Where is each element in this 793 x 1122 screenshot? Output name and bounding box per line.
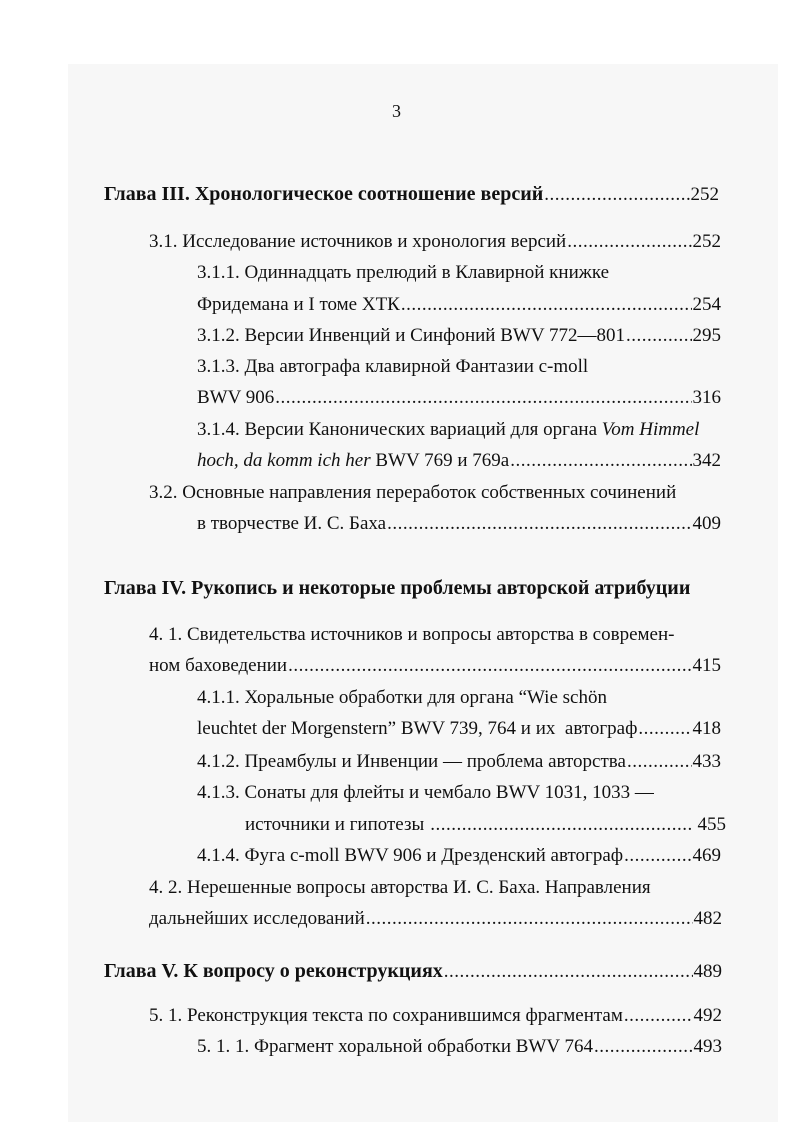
page-ref: 493 bbox=[693, 1036, 722, 1057]
toc-section-3-1-4-line1[interactable] bbox=[197, 418, 699, 442]
leader-dots bbox=[387, 512, 691, 536]
work-title-italic: hoch, da komm ich her bbox=[197, 450, 371, 471]
page-ref: 254 bbox=[692, 294, 721, 315]
toc-section-4-2-line1[interactable]: 4. 2. Нерешенные вопросы авторства И. С. Баха. Направления bbox=[149, 877, 651, 898]
page-ref: 455 bbox=[697, 814, 726, 835]
toc-section-3-2[interactable] bbox=[197, 512, 721, 536]
toc-section-5-1[interactable] bbox=[149, 1004, 722, 1028]
section-title: 4.1.2. Преамбулы и Инвенции — проблема авторства bbox=[197, 751, 626, 772]
section-title: 5. 1. Реконструкция текста по сохранившимся фрагментам bbox=[149, 1005, 623, 1026]
section-title: 3.1. Исследование источников и хронология версий bbox=[149, 231, 567, 252]
leader-dots bbox=[288, 654, 691, 678]
page-ref: 342 bbox=[692, 450, 721, 471]
section-title: 3.1.2. Версии Инвенций и Синфоний BWV 772—801 bbox=[197, 325, 625, 346]
section-title: в творчестве И. С. Баха bbox=[197, 513, 387, 534]
leader-dots bbox=[444, 960, 693, 984]
toc-section-4-1-1[interactable] bbox=[197, 717, 721, 741]
section-title: дальнейших исследований bbox=[149, 908, 365, 929]
toc-section-3-2-line1[interactable]: 3.2. Основные направления переработок собственных сочинений bbox=[149, 482, 677, 503]
page-ref: 252 bbox=[690, 184, 719, 205]
toc-section-4-1-4[interactable] bbox=[197, 844, 721, 868]
leader-dots bbox=[544, 183, 689, 207]
page-ref: 469 bbox=[692, 845, 721, 866]
toc-section-5-1-1[interactable] bbox=[197, 1035, 722, 1059]
toc-section-3-1-3-line1[interactable]: 3.1.3. Два автографа клавирной Фантазии c-moll bbox=[197, 356, 589, 377]
section-title-rest: BWV 769 и 769а bbox=[370, 450, 510, 471]
leader-dots bbox=[627, 750, 692, 774]
toc-section-3-1-3[interactable] bbox=[197, 386, 721, 410]
toc-section-4-2[interactable] bbox=[149, 907, 722, 931]
toc-section-3-1[interactable] bbox=[149, 230, 721, 254]
toc-section-4-1[interactable] bbox=[149, 654, 721, 678]
leader-dots bbox=[275, 386, 691, 410]
leader-dots bbox=[626, 324, 692, 348]
toc-section-3-1-4[interactable] bbox=[197, 449, 721, 473]
page-number: 3 bbox=[392, 101, 401, 121]
toc-section-4-1-line1[interactable]: 4. 1. Свидетельства источников и вопросы авторства в современ- bbox=[149, 624, 675, 645]
toc-section-3-1-1[interactable] bbox=[197, 293, 721, 317]
section-title bbox=[197, 449, 509, 473]
page-ref: 418 bbox=[692, 718, 721, 739]
leader-dots bbox=[594, 1035, 693, 1059]
toc-chapter-3[interactable] bbox=[104, 182, 719, 207]
leader-dots bbox=[430, 813, 691, 837]
toc-section-3-1-2[interactable] bbox=[197, 324, 721, 348]
leader-dots bbox=[366, 907, 693, 931]
section-title: 4.1.4. Фуга c-moll BWV 906 и Дрезденский автограф bbox=[197, 845, 624, 866]
chapter-title: Глава III. Хронологическое соотношение версий bbox=[104, 183, 544, 205]
toc-section-4-1-3[interactable] bbox=[245, 813, 726, 837]
page-ref: 316 bbox=[692, 387, 721, 408]
toc-chapter-5[interactable] bbox=[104, 959, 722, 984]
section-title: 3.1.4. Версии Канонических вариаций для органа bbox=[197, 419, 602, 440]
page-ref: 409 bbox=[692, 513, 721, 534]
section-title: Фридемана и I томе ХТК bbox=[197, 294, 400, 315]
toc-section-4-1-2[interactable] bbox=[197, 750, 721, 774]
page-ref: 492 bbox=[693, 1005, 722, 1026]
leader-dots bbox=[567, 230, 691, 254]
page-ref: 482 bbox=[693, 908, 722, 929]
work-title-italic: Vom Himmel bbox=[601, 419, 700, 440]
page-ref: 433 bbox=[692, 751, 721, 772]
section-title: leuchtet der Morgenstern” BWV 739, 764 и их автограф bbox=[197, 718, 638, 739]
leader-dots bbox=[510, 449, 691, 473]
leader-dots bbox=[624, 1004, 693, 1028]
section-title: 5. 1. 1. Фрагмент хоральной обработки BWV 764 bbox=[197, 1036, 593, 1057]
page-ref: 415 bbox=[692, 655, 721, 676]
section-title: BWV 906 bbox=[197, 387, 275, 408]
section-title: ном баховедении bbox=[149, 655, 288, 676]
section-title: источники и гипотезы bbox=[245, 814, 425, 835]
page-ref: 252 bbox=[692, 231, 721, 252]
leader-dots bbox=[638, 717, 691, 741]
toc-chapter-4[interactable]: Глава IV. Рукопись и некоторые проблемы авторской атрибуции bbox=[104, 577, 691, 599]
leader-dots bbox=[401, 293, 692, 317]
leader-dots bbox=[624, 844, 691, 868]
chapter-title: Глава V. К вопросу о реконструкциях bbox=[104, 960, 443, 982]
toc-section-4-1-3-line1[interactable]: 4.1.3. Сонаты для флейты и чембало BWV 1031, 1033 — bbox=[197, 782, 654, 803]
toc-section-3-1-1-line1[interactable]: 3.1.1. Одиннадцать прелюдий в Клавирной книжке bbox=[197, 262, 610, 283]
toc-section-4-1-1-line1[interactable]: 4.1.1. Хоральные обработки для органа “Wie schön bbox=[197, 687, 607, 708]
page-ref: 295 bbox=[692, 325, 721, 346]
page-ref: 489 bbox=[693, 961, 722, 982]
